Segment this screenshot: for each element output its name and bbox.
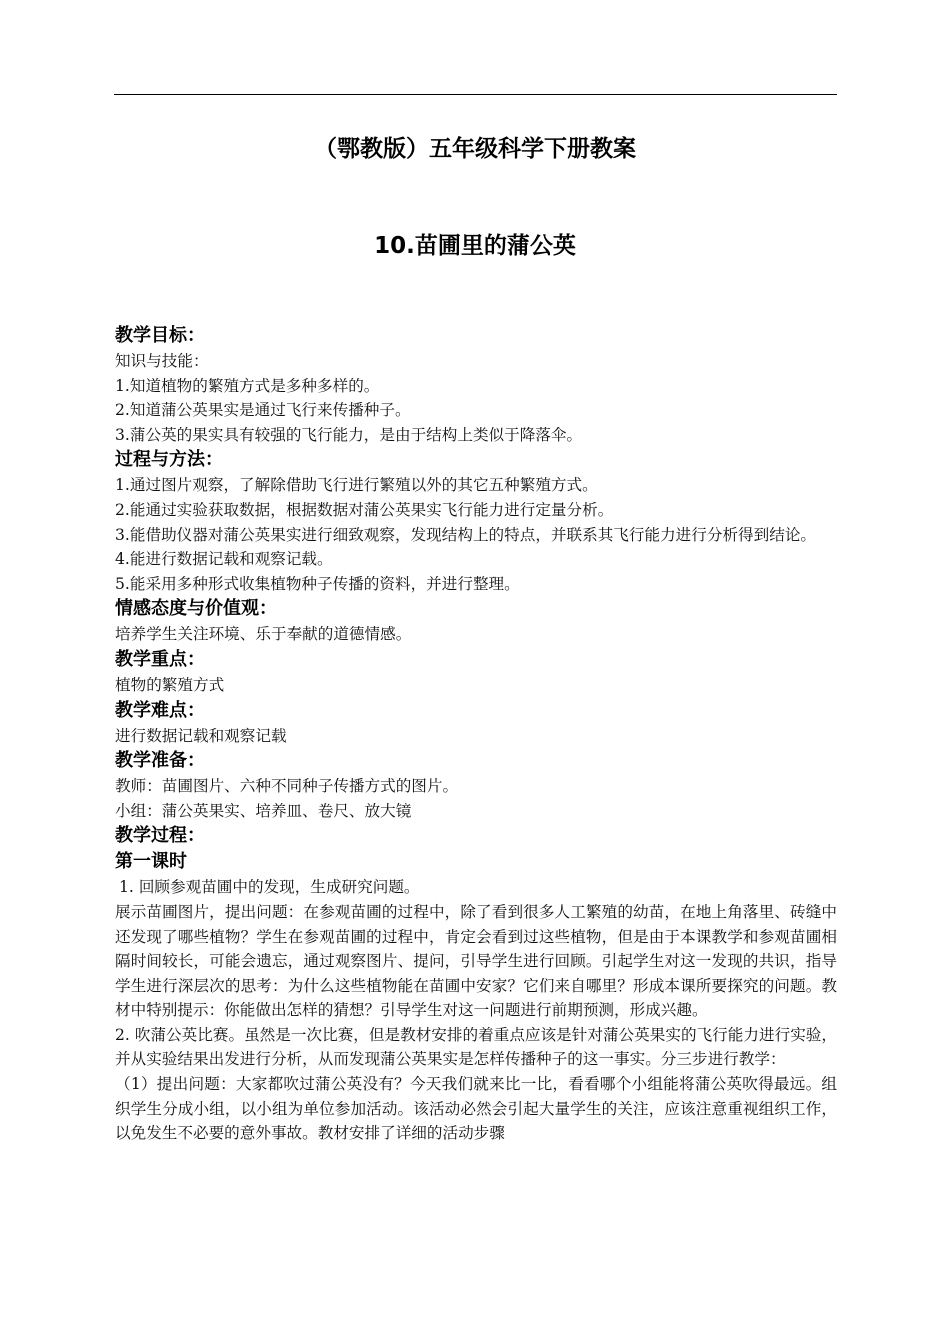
process-method-heading: 过程与方法： — [115, 449, 223, 471]
step2-sub1: （1）提出问题：大家都吹过蒲公英没有？今天我们就来比一比，看看哪个小组能将蒲公英吹得最远。组织学生分成小组，以小组为单位参加活动。该活动必然会引起大量学生的关注，应该注意重视组织工作，以免发生不必要的意外事故。教材安排了详细的活动步骤 — [115, 1075, 838, 1143]
step2-text: 2. 吹蒲公英比赛。虽然是一次比赛，但是教材安排的着重点应该是针对蒲公英果实的飞行能力进行实验，并从实验结果出发进行分析，从而发现蒲公英果实是怎样传播种子的这一事实。分三步进行教学： — [115, 1025, 837, 1069]
process-item: 1.通过图片观察，了解除借助飞行进行繁殖以外的其它五种繁殖方式。 — [115, 476, 598, 495]
preparation-teacher: 教师：苗圃图片、六种不同种子传播方式的图片。 — [115, 777, 459, 796]
lesson-period-label: 第一课时 — [115, 851, 187, 873]
process-item: 3.能借助仪器对蒲公英果实进行细致观察，发现结构上的特点，并联系其飞行能力进行分析得到结论。 — [115, 525, 817, 544]
step1-text: 展示苗圃图片，提出问题：在参观苗圃的过程中，除了看到很多人工繁殖的幼苗，在地上角落里、砖缝中还发现了哪些植物？学生在参观苗圃的过程中，肯定会看到过这些植物，但是由于本课教学和参观苗圃相隔时间较长，可能会遗忘，通过观察图片、提问，引导学生进行回顾。引起学生对这一发现的共识，指导学生进行深层次的思考：为什么这些植物能在苗圃中安家？它们来自哪里？形成本课所要探究的问题。教材中特别提示：你能做出怎样的猜想？引导学生对这一问题进行前期预测，形成兴趣。 — [115, 902, 837, 1020]
knowledge-item: 2.知道蒲公英果实是通过飞行来传播种子。 — [115, 401, 411, 420]
difficulties-text: 进行数据记载和观察记载 — [115, 726, 287, 745]
preparation-group: 小组：蒲公英果实、培养皿、卷尺、放大镜 — [115, 801, 412, 820]
process-item: 2.能通过实验获取数据，根据数据对蒲公英果实飞行能力进行定量分析。 — [115, 500, 614, 519]
header-rule — [114, 94, 837, 95]
attitude-text: 培养学生关注环境、乐于奉献的道德情感。 — [115, 625, 412, 644]
lesson-title: 10.苗圃里的蒲公英 — [374, 233, 576, 259]
attitude-heading: 情感态度与价值观： — [115, 598, 277, 620]
key-points-text: 植物的繁殖方式 — [115, 675, 225, 694]
teaching-process-heading: 教学过程： — [115, 825, 205, 847]
main-title: （鄂教版）五年级科学下册教案 — [314, 136, 636, 162]
knowledge-item: 3.蒲公英的果实具有较强的飞行能力，是由于结构上类似于降落伞。 — [115, 425, 583, 444]
knowledge-label: 知识与技能： — [115, 352, 209, 370]
preparation-heading: 教学准备： — [115, 750, 205, 772]
process-item: 5.能采用多种形式收集植物种子传播的资料，并进行整理。 — [115, 574, 520, 593]
document-body — [115, 323, 837, 1146]
key-points-heading: 教学重点： — [115, 648, 205, 670]
step1-title: 1. 回顾参观苗圃中的发现，生成研究问题。 — [119, 878, 420, 897]
process-item: 4.能进行数据记载和观察记载。 — [115, 550, 333, 569]
objectives-heading: 教学目标： — [115, 325, 205, 346]
difficulties-heading: 教学难点： — [115, 699, 205, 721]
knowledge-item: 1.知道植物的繁殖方式是多种多样的。 — [115, 376, 380, 395]
